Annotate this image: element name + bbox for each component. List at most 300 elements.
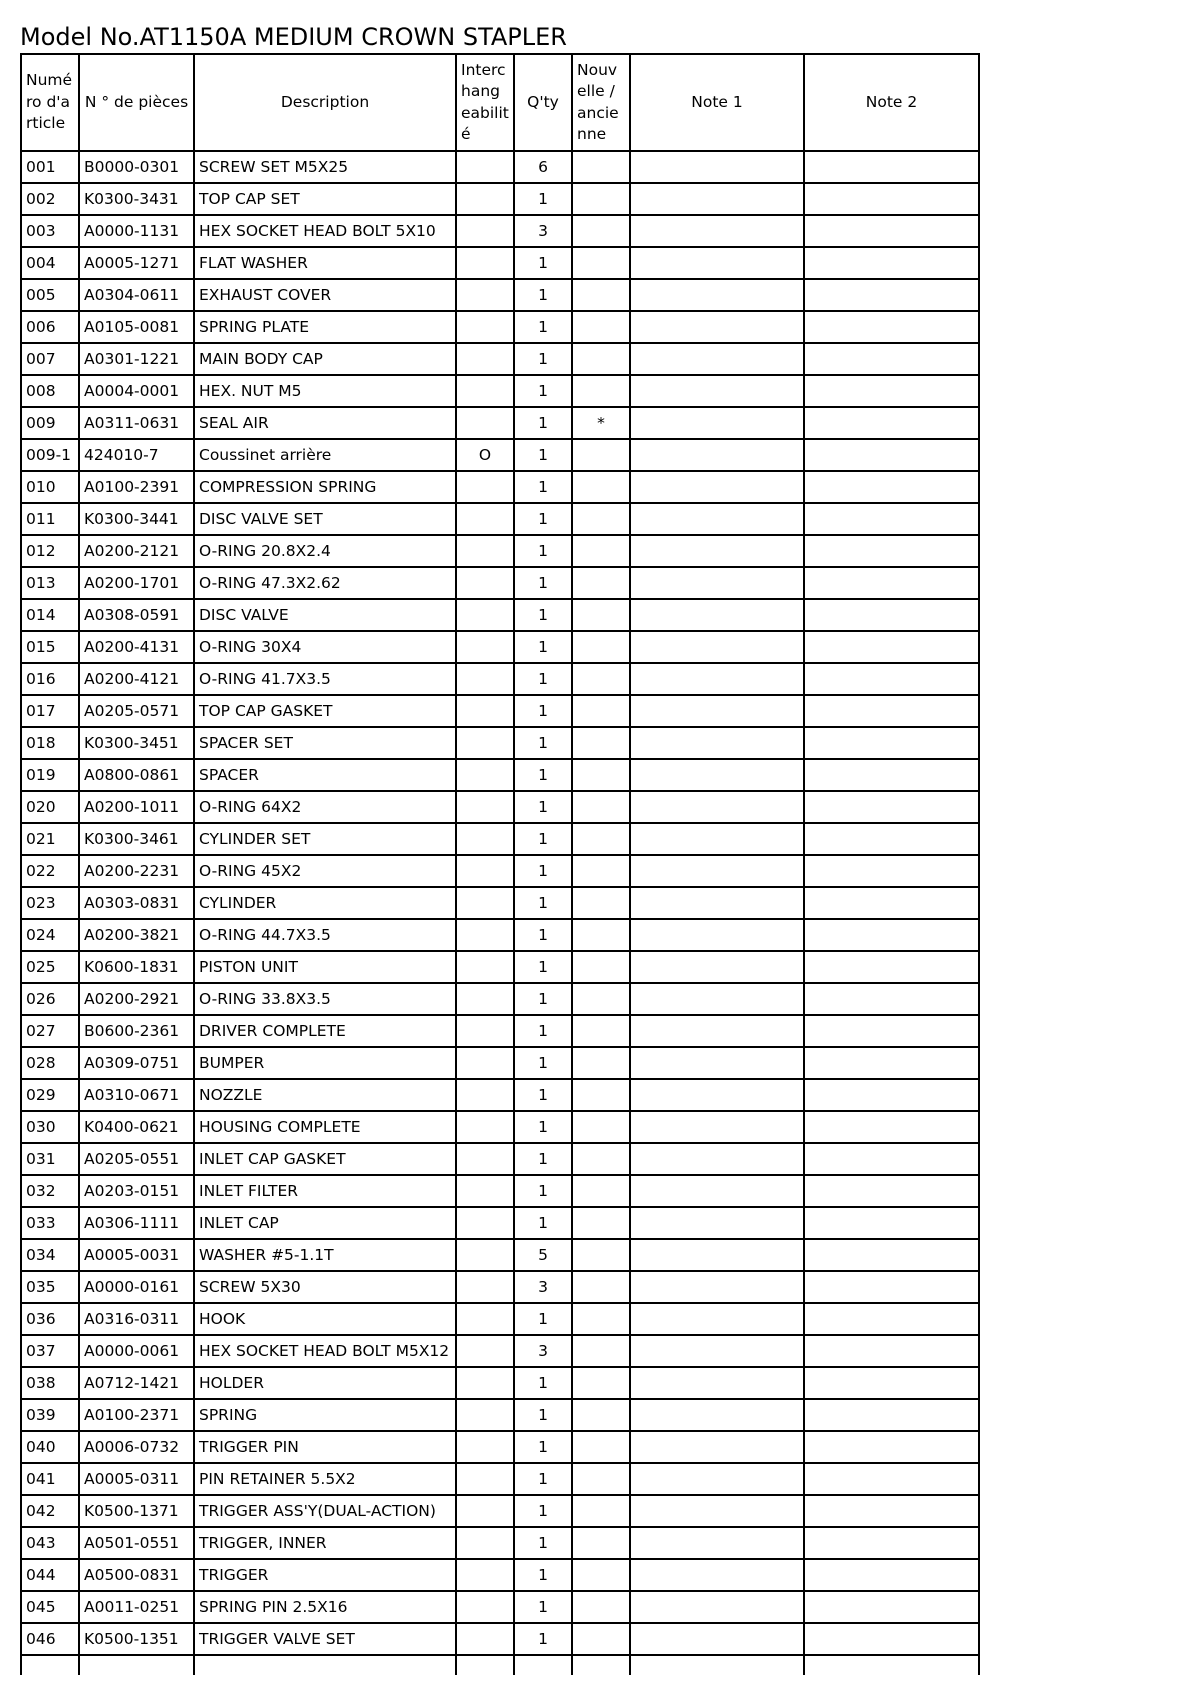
description-cell: O-RING 20.8X2.4	[194, 535, 456, 567]
qty-cell: 1	[514, 823, 572, 855]
interchangeability-cell	[456, 1399, 514, 1431]
table-row	[21, 1143, 979, 1175]
header-description: Description	[194, 54, 456, 151]
item-no-cell: 016	[21, 663, 79, 695]
empty-cell	[79, 1655, 194, 1675]
new-old-cell	[572, 919, 630, 951]
note-1-cell	[630, 1239, 804, 1271]
new-old-cell	[572, 1367, 630, 1399]
interchangeability-cell	[456, 471, 514, 503]
description-cell: FLAT WASHER	[194, 247, 456, 279]
part-no-cell: A0005-0031	[79, 1239, 194, 1271]
qty-cell: 1	[514, 951, 572, 983]
item-no-cell: 003	[21, 215, 79, 247]
note-1-cell	[630, 631, 804, 663]
interchangeability-cell	[456, 823, 514, 855]
empty-cell	[456, 1655, 514, 1675]
interchangeability-cell	[456, 311, 514, 343]
description-cell: TRIGGER	[194, 1559, 456, 1591]
description-cell: EXHAUST COVER	[194, 279, 456, 311]
interchangeability-cell	[456, 247, 514, 279]
table-row	[21, 1111, 979, 1143]
interchangeability-cell	[456, 215, 514, 247]
part-no-cell: A0311-0631	[79, 407, 194, 439]
part-no-cell: A0500-0831	[79, 1559, 194, 1591]
new-old-cell	[572, 1143, 630, 1175]
part-no-cell: K0400-0621	[79, 1111, 194, 1143]
interchangeability-cell	[456, 791, 514, 823]
note-2-cell	[804, 855, 979, 887]
interchangeability-cell	[456, 695, 514, 727]
interchangeability-cell	[456, 1303, 514, 1335]
part-no-cell: A0800-0861	[79, 759, 194, 791]
part-no-cell: A0200-1701	[79, 567, 194, 599]
interchangeability-cell	[456, 1463, 514, 1495]
table-row	[21, 535, 979, 567]
new-old-cell	[572, 183, 630, 215]
part-no-cell: A0006-0732	[79, 1431, 194, 1463]
new-old-cell	[572, 791, 630, 823]
qty-cell: 1	[514, 663, 572, 695]
note-1-cell	[630, 1399, 804, 1431]
note-2-cell	[804, 823, 979, 855]
table-row	[21, 439, 979, 471]
note-1-cell	[630, 791, 804, 823]
part-no-cell: K0500-1371	[79, 1495, 194, 1527]
note-1-cell	[630, 1015, 804, 1047]
description-cell: TRIGGER ASS'Y(DUAL-ACTION)	[194, 1495, 456, 1527]
note-2-cell	[804, 1015, 979, 1047]
note-1-cell	[630, 983, 804, 1015]
description-cell: O-RING 47.3X2.62	[194, 567, 456, 599]
note-1-cell	[630, 1303, 804, 1335]
description-cell: DISC VALVE	[194, 599, 456, 631]
description-cell: SEAL AIR	[194, 407, 456, 439]
note-1-cell	[630, 1047, 804, 1079]
qty-cell: 1	[514, 1207, 572, 1239]
new-old-cell	[572, 1463, 630, 1495]
new-old-cell	[572, 759, 630, 791]
interchangeability-cell	[456, 1111, 514, 1143]
qty-cell: 1	[514, 1495, 572, 1527]
item-no-cell: 028	[21, 1047, 79, 1079]
interchangeability-cell	[456, 951, 514, 983]
new-old-cell	[572, 631, 630, 663]
description-cell: O-RING 33.8X3.5	[194, 983, 456, 1015]
qty-cell: 1	[514, 919, 572, 951]
part-no-cell: A0303-0831	[79, 887, 194, 919]
note-1-cell	[630, 695, 804, 727]
part-no-cell: A0100-2371	[79, 1399, 194, 1431]
note-1-cell	[630, 1559, 804, 1591]
table-row	[21, 1175, 979, 1207]
interchangeability-cell	[456, 407, 514, 439]
note-2-cell	[804, 695, 979, 727]
part-no-cell: A0105-0081	[79, 311, 194, 343]
interchangeability-cell	[456, 503, 514, 535]
new-old-cell	[572, 823, 630, 855]
table-row	[21, 247, 979, 279]
note-1-cell	[630, 1207, 804, 1239]
note-2-cell	[804, 1463, 979, 1495]
qty-cell: 6	[514, 151, 572, 183]
item-no-cell: 032	[21, 1175, 79, 1207]
table-row	[21, 1559, 979, 1591]
table-row	[21, 1239, 979, 1271]
note-1-cell	[630, 439, 804, 471]
new-old-cell	[572, 1495, 630, 1527]
table-row	[21, 631, 979, 663]
header-new-old: Nouv elle / ancie nne	[572, 54, 630, 151]
qty-cell: 1	[514, 695, 572, 727]
part-no-cell: A0205-0571	[79, 695, 194, 727]
item-no-cell: 006	[21, 311, 79, 343]
interchangeability-cell	[456, 1143, 514, 1175]
new-old-cell	[572, 1111, 630, 1143]
table-row	[21, 567, 979, 599]
note-2-cell	[804, 247, 979, 279]
note-2-cell	[804, 1623, 979, 1655]
description-cell: PISTON UNIT	[194, 951, 456, 983]
part-no-cell: A0316-0311	[79, 1303, 194, 1335]
interchangeability-cell	[456, 1271, 514, 1303]
item-no-cell: 033	[21, 1207, 79, 1239]
new-old-cell	[572, 1079, 630, 1111]
interchangeability-cell	[456, 1015, 514, 1047]
description-cell: TRIGGER PIN	[194, 1431, 456, 1463]
table-row	[21, 1495, 979, 1527]
table-row	[21, 1591, 979, 1623]
table-row	[21, 311, 979, 343]
note-1-cell	[630, 183, 804, 215]
item-no-cell: 013	[21, 567, 79, 599]
note-1-cell	[630, 1175, 804, 1207]
qty-cell: 1	[514, 407, 572, 439]
new-old-cell	[572, 247, 630, 279]
item-no-cell: 034	[21, 1239, 79, 1271]
note-1-cell	[630, 343, 804, 375]
part-no-cell: A0200-2921	[79, 983, 194, 1015]
table-row	[21, 759, 979, 791]
new-old-cell	[572, 1399, 630, 1431]
part-no-cell: A0200-2231	[79, 855, 194, 887]
item-no-cell: 012	[21, 535, 79, 567]
qty-cell: 1	[514, 855, 572, 887]
table-row	[21, 1271, 979, 1303]
item-no-cell: 037	[21, 1335, 79, 1367]
qty-cell: 1	[514, 503, 572, 535]
header-note-1: Note 1	[630, 54, 804, 151]
qty-cell: 1	[514, 791, 572, 823]
qty-cell: 1	[514, 183, 572, 215]
qty-cell: 3	[514, 1271, 572, 1303]
item-no-cell: 023	[21, 887, 79, 919]
qty-cell: 1	[514, 1015, 572, 1047]
table-row	[21, 855, 979, 887]
part-no-cell: A0100-2391	[79, 471, 194, 503]
note-1-cell	[630, 599, 804, 631]
new-old-cell	[572, 503, 630, 535]
table-row	[21, 1367, 979, 1399]
part-no-cell: B0600-2361	[79, 1015, 194, 1047]
new-old-cell	[572, 727, 630, 759]
new-old-cell	[572, 151, 630, 183]
new-old-cell	[572, 471, 630, 503]
interchangeability-cell	[456, 1047, 514, 1079]
description-cell: HOUSING COMPLETE	[194, 1111, 456, 1143]
item-no-cell: 011	[21, 503, 79, 535]
interchangeability-cell	[456, 1207, 514, 1239]
interchangeability-cell	[456, 1495, 514, 1527]
new-old-cell	[572, 375, 630, 407]
table-row	[21, 951, 979, 983]
description-cell: O-RING 45X2	[194, 855, 456, 887]
interchangeability-cell	[456, 1175, 514, 1207]
qty-cell: 1	[514, 759, 572, 791]
new-old-cell	[572, 1175, 630, 1207]
note-1-cell	[630, 1079, 804, 1111]
description-cell: O-RING 41.7X3.5	[194, 663, 456, 695]
note-1-cell	[630, 1527, 804, 1559]
interchangeability-cell	[456, 1239, 514, 1271]
table-row	[21, 343, 979, 375]
new-old-cell: *	[572, 407, 630, 439]
item-no-cell: 027	[21, 1015, 79, 1047]
note-1-cell	[630, 1495, 804, 1527]
interchangeability-cell	[456, 343, 514, 375]
note-1-cell	[630, 1367, 804, 1399]
note-2-cell	[804, 1143, 979, 1175]
table-row	[21, 727, 979, 759]
item-no-cell: 008	[21, 375, 79, 407]
item-no-cell: 005	[21, 279, 79, 311]
interchangeability-cell	[456, 1335, 514, 1367]
interchangeability-cell	[456, 1431, 514, 1463]
description-cell: SPRING PLATE	[194, 311, 456, 343]
description-cell: SPRING PIN 2.5X16	[194, 1591, 456, 1623]
description-cell: O-RING 44.7X3.5	[194, 919, 456, 951]
note-2-cell	[804, 631, 979, 663]
description-cell: MAIN BODY CAP	[194, 343, 456, 375]
qty-cell: 1	[514, 1399, 572, 1431]
new-old-cell	[572, 663, 630, 695]
note-2-cell	[804, 1079, 979, 1111]
part-no-cell: A0309-0751	[79, 1047, 194, 1079]
description-cell: DISC VALVE SET	[194, 503, 456, 535]
table-row	[21, 407, 979, 439]
description-cell: HEX SOCKET HEAD BOLT 5X10	[194, 215, 456, 247]
new-old-cell	[572, 343, 630, 375]
interchangeability-cell	[456, 887, 514, 919]
description-cell: HOLDER	[194, 1367, 456, 1399]
interchangeability-cell	[456, 1591, 514, 1623]
interchangeability-cell	[456, 1623, 514, 1655]
new-old-cell	[572, 1335, 630, 1367]
qty-cell: 1	[514, 887, 572, 919]
note-2-cell	[804, 311, 979, 343]
part-no-cell: K0500-1351	[79, 1623, 194, 1655]
qty-cell: 1	[514, 471, 572, 503]
qty-cell: 1	[514, 983, 572, 1015]
item-no-cell: 036	[21, 1303, 79, 1335]
description-cell: SCREW SET M5X25	[194, 151, 456, 183]
qty-cell: 3	[514, 1335, 572, 1367]
new-old-cell	[572, 1015, 630, 1047]
part-no-cell: A0200-3821	[79, 919, 194, 951]
qty-cell: 5	[514, 1239, 572, 1271]
note-2-cell	[804, 1559, 979, 1591]
header-part-no: N ° de pièces	[79, 54, 194, 151]
item-no-cell: 045	[21, 1591, 79, 1623]
description-cell: INLET CAP GASKET	[194, 1143, 456, 1175]
description-cell: CYLINDER	[194, 887, 456, 919]
part-no-cell: A0000-0161	[79, 1271, 194, 1303]
empty-cell	[514, 1655, 572, 1675]
qty-cell: 1	[514, 247, 572, 279]
table-row	[21, 599, 979, 631]
table-row	[21, 663, 979, 695]
new-old-cell	[572, 1591, 630, 1623]
note-1-cell	[630, 1623, 804, 1655]
item-no-cell: 015	[21, 631, 79, 663]
part-no-cell: A0200-4121	[79, 663, 194, 695]
table-row	[21, 1079, 979, 1111]
table-row	[21, 1335, 979, 1367]
part-no-cell: A0306-1111	[79, 1207, 194, 1239]
item-no-cell: 026	[21, 983, 79, 1015]
interchangeability-cell	[456, 663, 514, 695]
qty-cell: 1	[514, 439, 572, 471]
note-1-cell	[630, 375, 804, 407]
description-cell: TRIGGER VALVE SET	[194, 1623, 456, 1655]
item-no-cell: 021	[21, 823, 79, 855]
description-cell: CYLINDER SET	[194, 823, 456, 855]
new-old-cell	[572, 311, 630, 343]
item-no-cell: 025	[21, 951, 79, 983]
note-1-cell	[630, 503, 804, 535]
part-no-cell: A0304-0611	[79, 279, 194, 311]
part-no-cell: A0200-2121	[79, 535, 194, 567]
note-2-cell	[804, 1047, 979, 1079]
table-row	[21, 1399, 979, 1431]
description-cell: HOOK	[194, 1303, 456, 1335]
part-no-cell: A0501-0551	[79, 1527, 194, 1559]
table-row	[21, 279, 979, 311]
description-cell: O-RING 30X4	[194, 631, 456, 663]
interchangeability-cell	[456, 919, 514, 951]
new-old-cell	[572, 439, 630, 471]
qty-cell: 1	[514, 1175, 572, 1207]
new-old-cell	[572, 695, 630, 727]
table-row	[21, 1207, 979, 1239]
qty-cell: 1	[514, 727, 572, 759]
interchangeability-cell	[456, 727, 514, 759]
interchangeability-cell	[456, 567, 514, 599]
note-2-cell	[804, 375, 979, 407]
item-no-cell: 020	[21, 791, 79, 823]
item-no-cell: 046	[21, 1623, 79, 1655]
item-no-cell: 022	[21, 855, 79, 887]
table-row	[21, 1303, 979, 1335]
interchangeability-cell	[456, 599, 514, 631]
note-2-cell	[804, 1111, 979, 1143]
table-row	[21, 215, 979, 247]
item-no-cell: 038	[21, 1367, 79, 1399]
description-cell: SPRING	[194, 1399, 456, 1431]
description-cell: Coussinet arrière	[194, 439, 456, 471]
note-2-cell	[804, 215, 979, 247]
qty-cell: 1	[514, 1143, 572, 1175]
new-old-cell	[572, 1303, 630, 1335]
description-cell: HEX. NUT M5	[194, 375, 456, 407]
interchangeability-cell	[456, 1079, 514, 1111]
part-no-cell: A0301-1221	[79, 343, 194, 375]
note-2-cell	[804, 599, 979, 631]
parts-table	[20, 53, 980, 1675]
note-2-cell	[804, 1207, 979, 1239]
page-title: Model No.AT1150A MEDIUM CROWN STAPLER	[20, 23, 567, 51]
empty-cell	[194, 1655, 456, 1675]
note-2-cell	[804, 919, 979, 951]
qty-cell: 1	[514, 343, 572, 375]
item-no-cell: 030	[21, 1111, 79, 1143]
qty-cell: 1	[514, 1559, 572, 1591]
part-no-cell: A0308-0591	[79, 599, 194, 631]
table-row	[21, 183, 979, 215]
note-1-cell	[630, 887, 804, 919]
note-2-cell	[804, 1367, 979, 1399]
description-cell: TOP CAP SET	[194, 183, 456, 215]
description-cell: PIN RETAINER 5.5X2	[194, 1463, 456, 1495]
qty-cell: 1	[514, 1463, 572, 1495]
description-cell: DRIVER COMPLETE	[194, 1015, 456, 1047]
empty-cell	[804, 1655, 979, 1675]
item-no-cell: 043	[21, 1527, 79, 1559]
part-no-cell: A0000-0061	[79, 1335, 194, 1367]
description-cell: COMPRESSION SPRING	[194, 471, 456, 503]
interchangeability-cell	[456, 759, 514, 791]
note-2-cell	[804, 663, 979, 695]
table-row	[21, 791, 979, 823]
table-row	[21, 1431, 979, 1463]
note-2-cell	[804, 279, 979, 311]
note-1-cell	[630, 1111, 804, 1143]
part-no-cell: A0200-1011	[79, 791, 194, 823]
new-old-cell	[572, 887, 630, 919]
header-note-2: Note 2	[804, 54, 979, 151]
qty-cell: 1	[514, 1527, 572, 1559]
part-no-cell: K0600-1831	[79, 951, 194, 983]
item-no-cell: 014	[21, 599, 79, 631]
part-no-cell: A0005-0311	[79, 1463, 194, 1495]
item-no-cell: 018	[21, 727, 79, 759]
note-1-cell	[630, 1271, 804, 1303]
note-1-cell	[630, 951, 804, 983]
description-cell: BUMPER	[194, 1047, 456, 1079]
part-no-cell: A0205-0551	[79, 1143, 194, 1175]
note-2-cell	[804, 1527, 979, 1559]
table-row	[21, 151, 979, 183]
description-cell: INLET CAP	[194, 1207, 456, 1239]
new-old-cell	[572, 1623, 630, 1655]
part-no-cell: 424010-7	[79, 439, 194, 471]
note-1-cell	[630, 1591, 804, 1623]
qty-cell: 1	[514, 279, 572, 311]
item-no-cell: 024	[21, 919, 79, 951]
part-no-cell: A0310-0671	[79, 1079, 194, 1111]
new-old-cell	[572, 1207, 630, 1239]
table-row	[21, 1623, 979, 1655]
